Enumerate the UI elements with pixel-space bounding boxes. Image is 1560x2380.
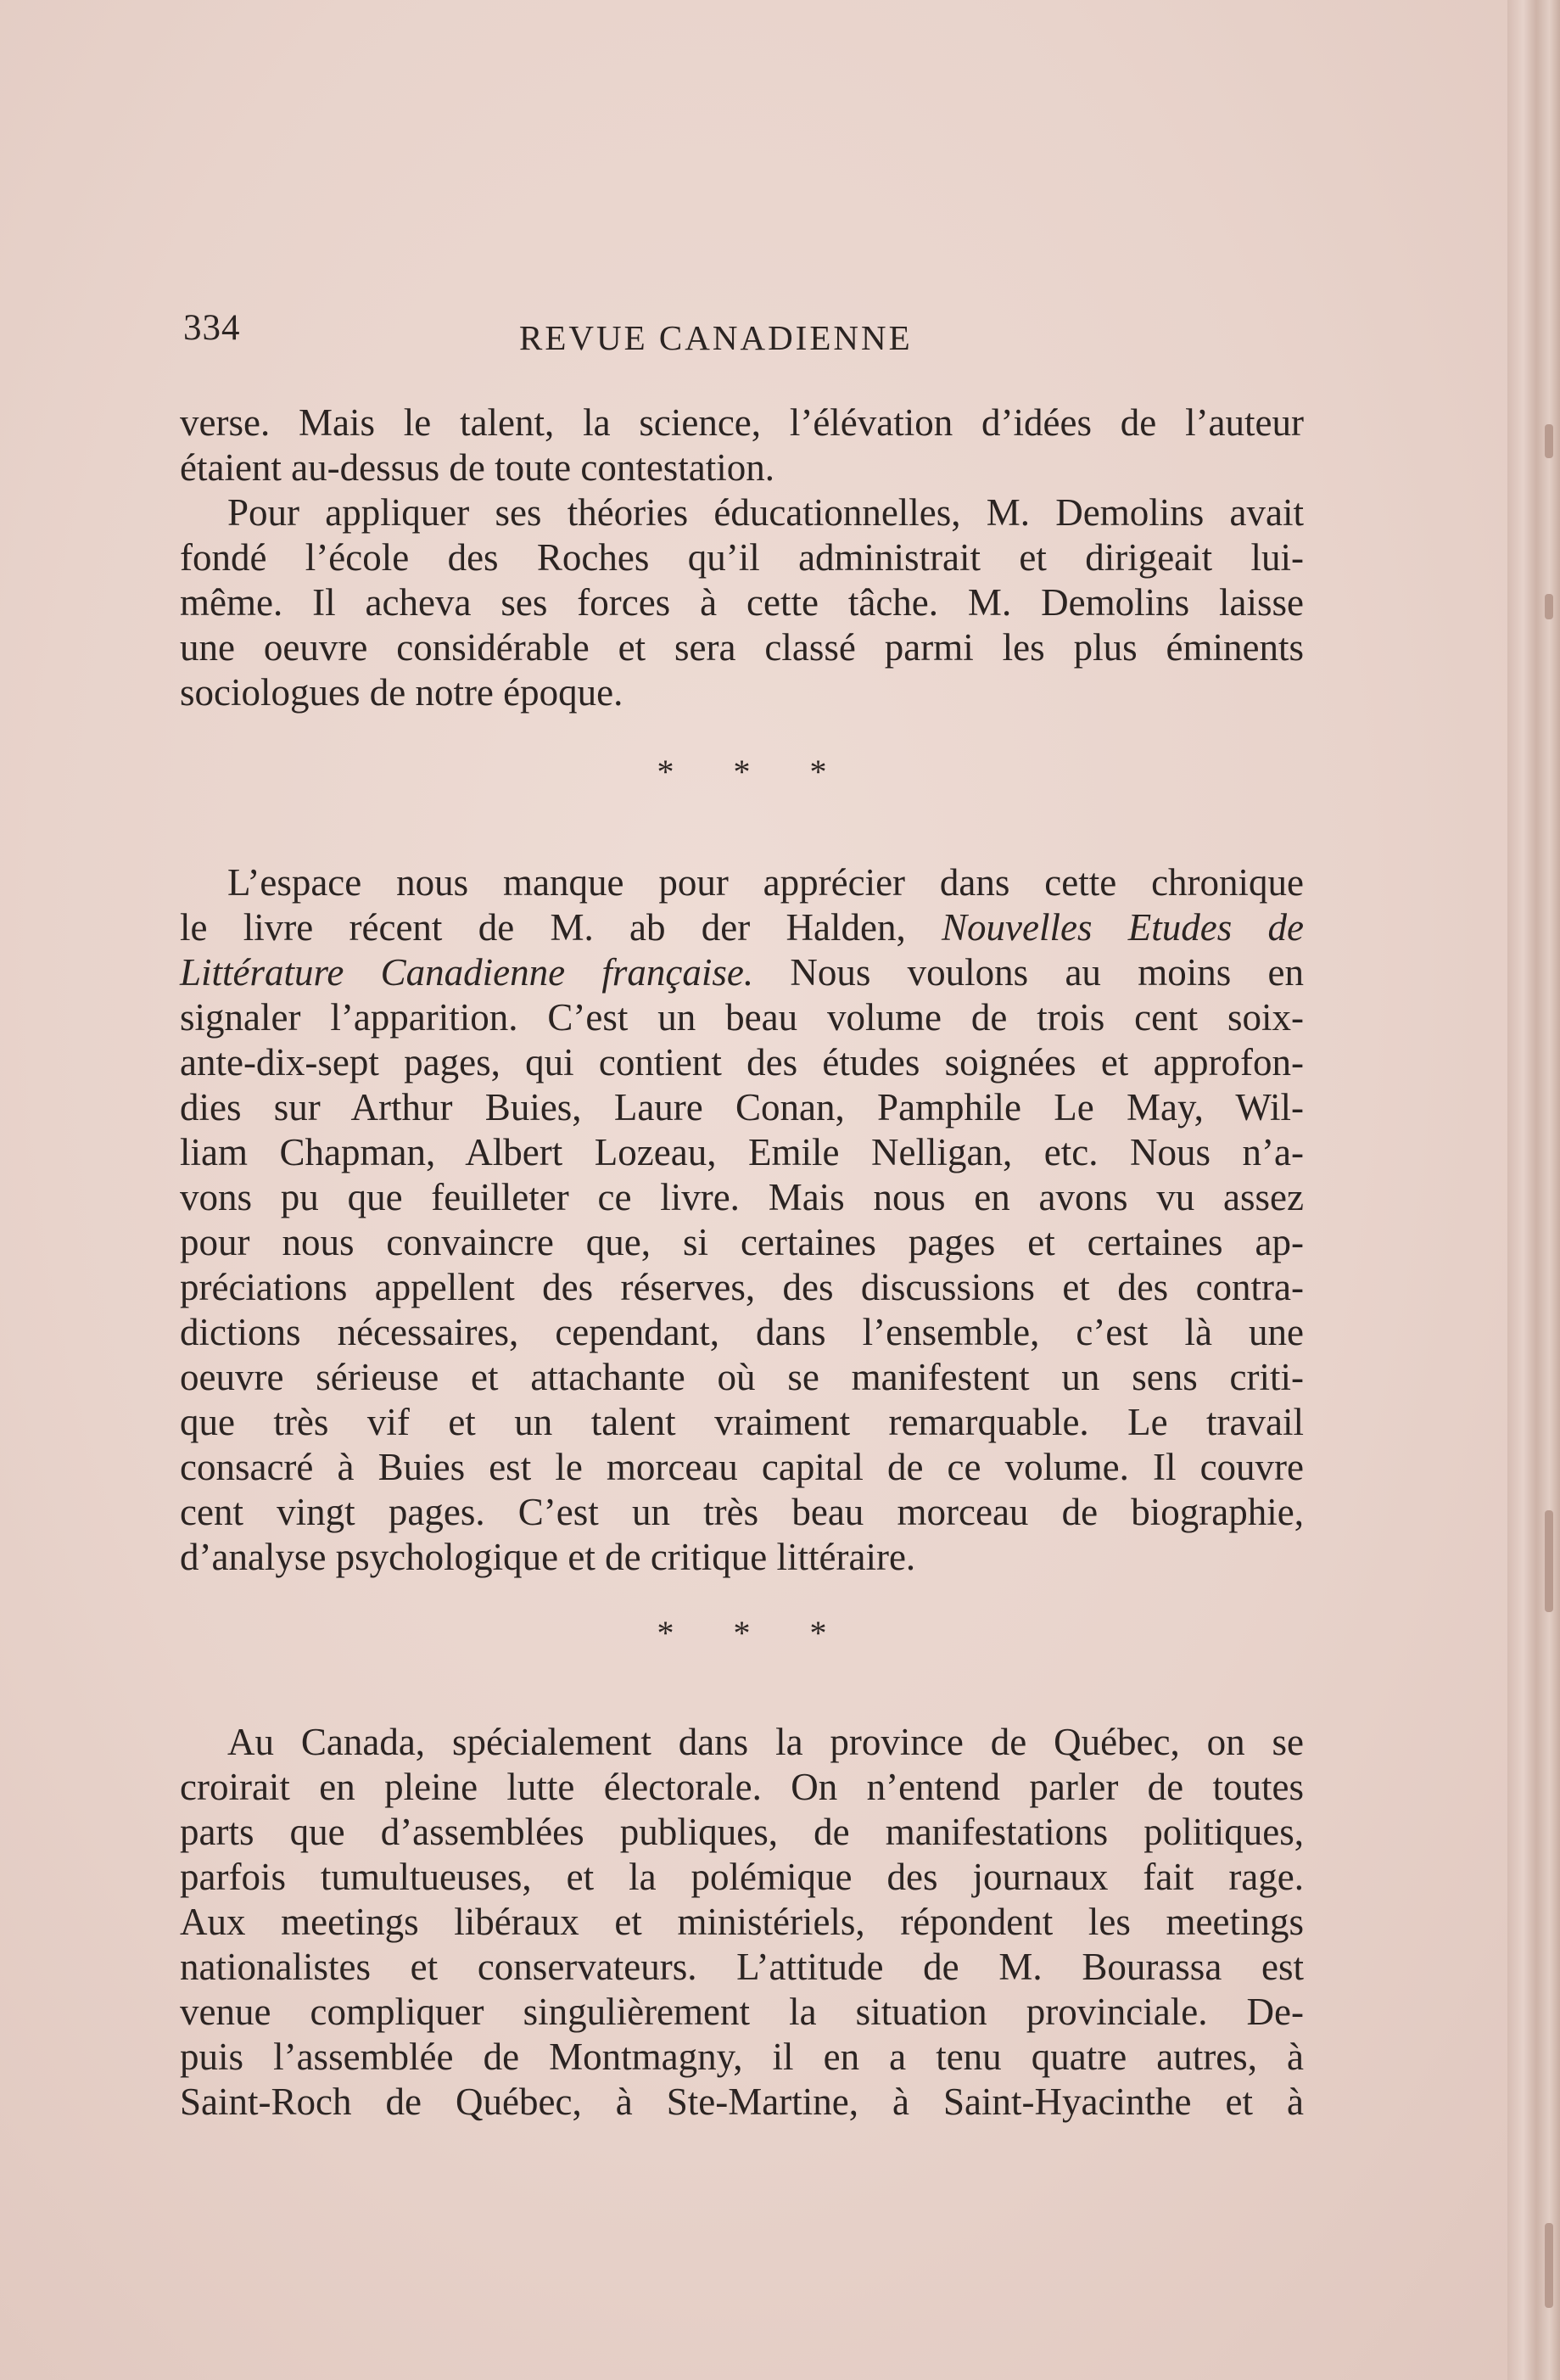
- text-line: consacré à Buies est le morceau capital de ce volume. Il couvre: [180, 1446, 1304, 1488]
- text-line: d’analyse psychologique et de critique littéraire.: [180, 1536, 916, 1578]
- edge-mark: [1545, 2223, 1553, 2308]
- text-line: fondé l’école des Roches qu’il administrait et dirigeait lui-: [180, 536, 1304, 579]
- page-fore-edge: [1507, 0, 1560, 2380]
- text-line: pour nous convaincre que, si certaines pages et certaines ap-: [180, 1221, 1304, 1263]
- text-line: parfois tumultueuses, et la polémique des journaux fait rage.: [180, 1856, 1304, 1898]
- text-line: liam Chapman, Albert Lozeau, Emile Nelligan, etc. Nous n’a-: [180, 1131, 1304, 1173]
- text-line: ante-dix-sept pages, qui contient des études soignées et approfon-: [180, 1041, 1304, 1084]
- text-run: le livre récent de M. ab der Halden,: [180, 906, 906, 949]
- text-line: vons pu que feuilleter ce livre. Mais nous en avons vu assez: [180, 1176, 1304, 1218]
- section-separator: * * *: [657, 1614, 853, 1652]
- book-title: Littérature Canadienne française.: [180, 951, 754, 994]
- text-line: nationalistes et conservateurs. L’attitude de M. Bourassa est: [180, 1946, 1304, 1988]
- paragraph: [180, 860, 1304, 1580]
- paragraph: [180, 490, 1304, 715]
- text-line: Pour appliquer ses théories éducationnelles, M. Demolins avait: [227, 491, 1304, 534]
- text-line: une oeuvre considérable et sera classé parmi les plus éminents: [180, 626, 1304, 669]
- body-text: [180, 400, 1304, 2125]
- page-number: 334: [183, 308, 241, 348]
- text-line: même. Il acheva ses forces à cette tâche. M. Demolins laisse: [180, 581, 1304, 624]
- text-line: dies sur Arthur Buies, Laure Conan, Pamphile Le May, Wil-: [180, 1086, 1304, 1128]
- running-head: REVUE CANADIENNE: [519, 318, 913, 357]
- text-line: [180, 950, 1304, 995]
- text-line: préciations appellent des réserves, des discussions et des contra-: [180, 1266, 1304, 1308]
- section-separator: * * *: [657, 753, 853, 791]
- edge-mark: [1545, 1510, 1553, 1612]
- edge-mark: [1545, 424, 1553, 458]
- text-line: venue compliquer singulièrement la situation provinciale. De-: [180, 1991, 1304, 2033]
- paragraph: [180, 1720, 1304, 2125]
- text-line: Au Canada, spécialement dans la province de Québec, on se: [227, 1721, 1304, 1763]
- text-line: Aux meetings libéraux et ministériels, répondent les meetings: [180, 1901, 1304, 1943]
- text-line: dictions nécessaires, cependant, dans l’ensemble, c’est là une: [180, 1311, 1304, 1353]
- text-line: L’espace nous manque pour apprécier dans cette chronique: [227, 861, 1304, 904]
- text-line: Saint-Roch de Québec, à Ste-Martine, à Saint-Hyacinthe et à: [180, 2080, 1304, 2123]
- text-line: sociologues de notre époque.: [180, 671, 623, 714]
- text-line: cent vingt pages. C’est un très beau morceau de biographie,: [180, 1491, 1304, 1533]
- text-run: Nous voulons au moins en: [790, 951, 1304, 994]
- text-line: [180, 905, 1304, 950]
- book-title: Nouvelles Etudes de: [942, 906, 1305, 949]
- text-line: oeuvre sérieuse et attachante où se manifestent un sens criti-: [180, 1356, 1304, 1398]
- text-line: verse. Mais le talent, la science, l’élévation d’idées de l’auteur: [180, 401, 1304, 444]
- text-line: parts que d’assemblées publiques, de manifestations politiques,: [180, 1811, 1304, 1853]
- edge-mark: [1545, 594, 1553, 619]
- text-line: croirait en pleine lutte électorale. On n’entend parler de toutes: [180, 1766, 1304, 1808]
- text-line: puis l’assemblée de Montmagny, il en a tenu quatre autres, à: [180, 2036, 1304, 2078]
- text-line: que très vif et un talent vraiment remarquable. Le travail: [180, 1401, 1304, 1443]
- text-line: étaient au-dessus de toute contestation.: [180, 446, 775, 489]
- paragraph: [180, 400, 1304, 490]
- text-line: signaler l’apparition. C’est un beau volume de trois cent soix-: [180, 996, 1304, 1039]
